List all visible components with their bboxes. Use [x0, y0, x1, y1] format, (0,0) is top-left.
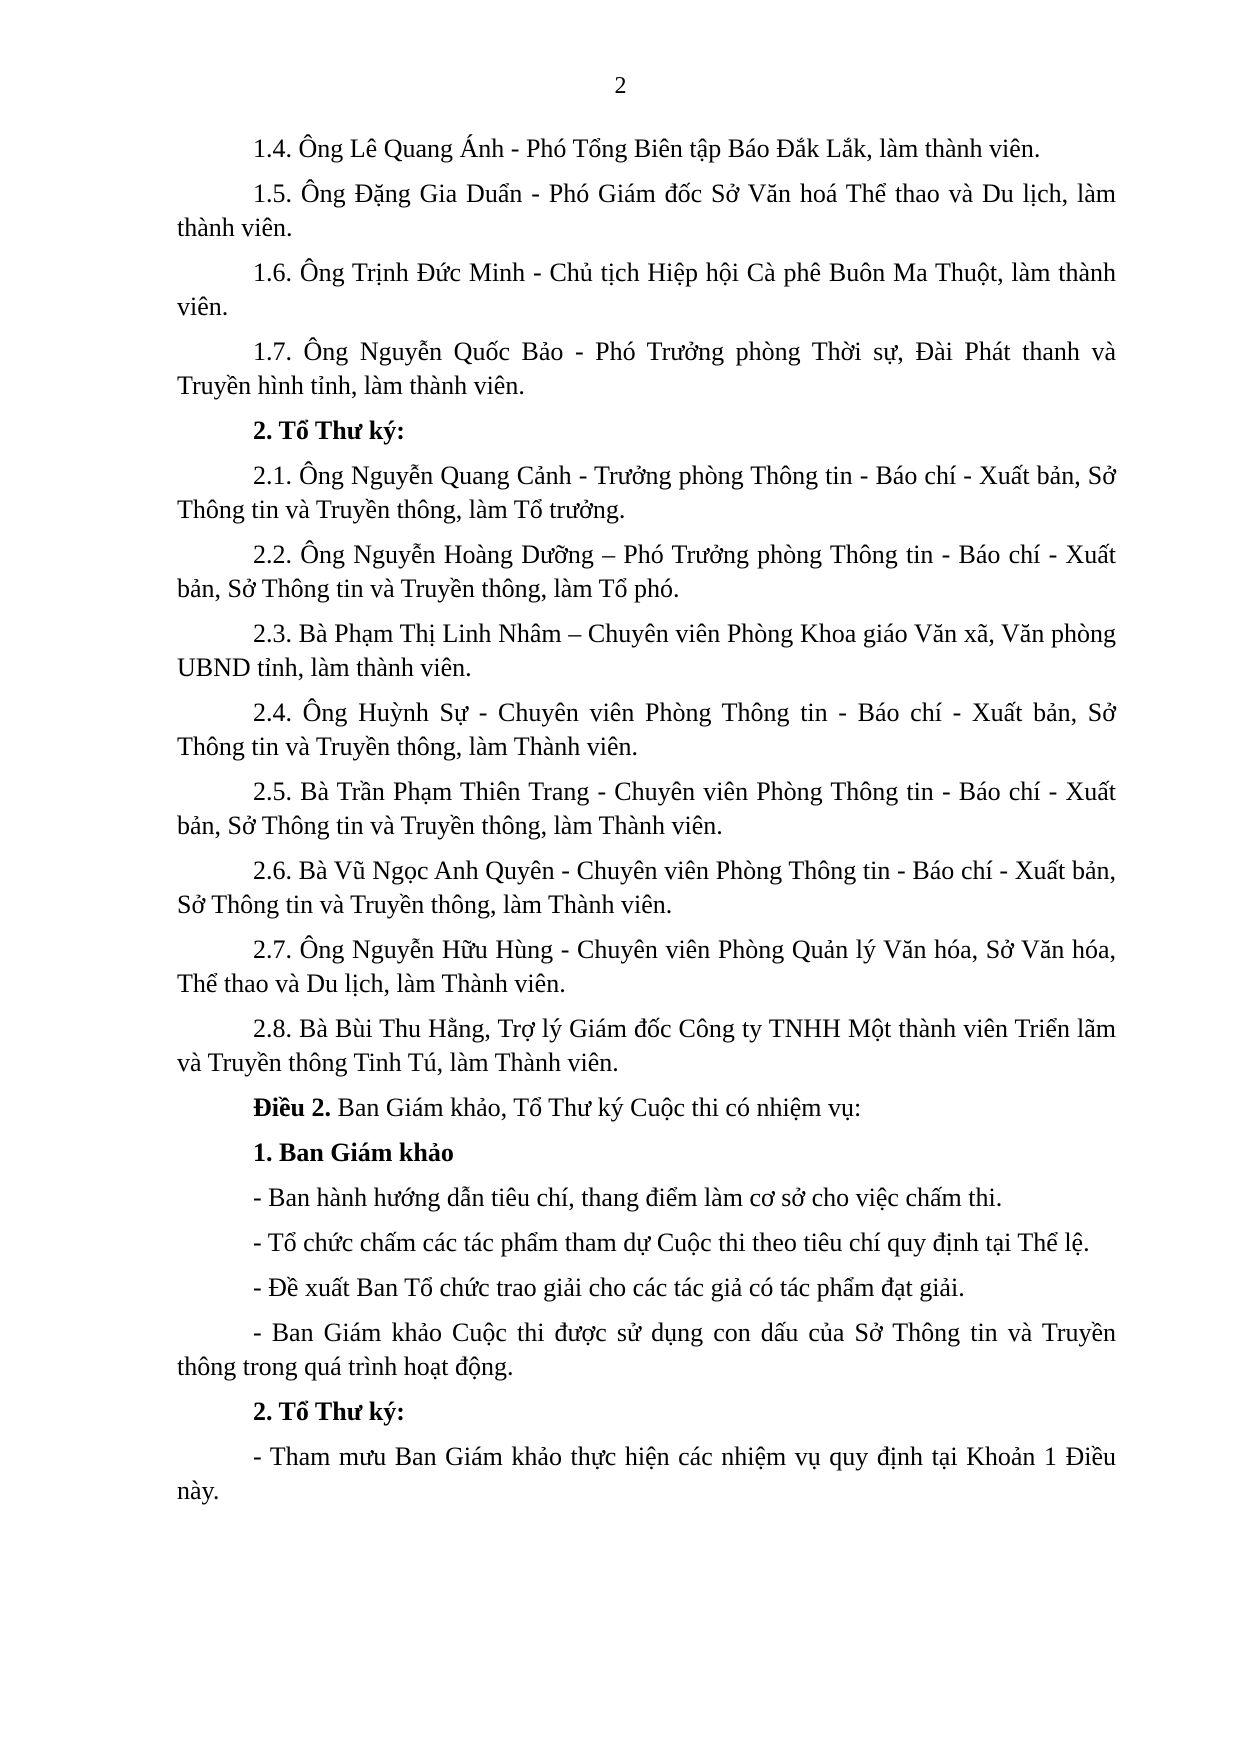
member-item-2-1: 2.1. Ông Nguyễn Quang Cảnh - Trưởng phòng Thông tin - Báo chí - Xuất bản, Sở Thông tin và Truyền thông, làm Tổ trưởng.: [177, 461, 1116, 524]
section-heading-secretariat: 2. Tổ Thư ký:: [253, 416, 405, 445]
member-item-1-7: 1.7. Ông Nguyễn Quốc Bảo - Phó Trưởng phòng Thời sự, Đài Phát thanh và Truyền hình tỉnh, làm thành viên.: [177, 337, 1116, 400]
section-heading-secretariat-duties: 2. Tổ Thư ký:: [253, 1397, 405, 1426]
member-item-2-5: 2.5. Bà Trần Phạm Thiên Trang - Chuyên viên Phòng Thông tin - Báo chí - Xuất bản, Sở Thông tin và Truyền thông, làm Thành viên.: [177, 777, 1116, 840]
member-item-2-4: 2.4. Ông Huỳnh Sự - Chuyên viên Phòng Thông tin - Báo chí - Xuất bản, Sở Thông tin và Truyền thông, làm Thành viên.: [177, 698, 1116, 761]
secretariat-duty-1: - Tham mưu Ban Giám khảo thực hiện các nhiệm vụ quy định tại Khoản 1 Điều này.: [177, 1442, 1116, 1505]
page-number: 2: [614, 73, 627, 99]
jury-duty-4: - Ban Giám khảo Cuộc thi được sử dụng con dấu của Sở Thông tin và Truyền thông trong quá trình hoạt động.: [177, 1318, 1116, 1381]
section-heading-jury: 1. Ban Giám khảo: [253, 1138, 454, 1167]
jury-duty-3: - Đề xuất Ban Tổ chức trao giải cho các tác giả có tác phẩm đạt giải.: [253, 1273, 965, 1302]
member-item-1-5: 1.5. Ông Đặng Gia Duẩn - Phó Giám đốc Sở Văn hoá Thể thao và Du lịch, làm thành viên.: [177, 179, 1116, 242]
document-body: [177, 132, 1116, 1519]
article-2-text: Ban Giám khảo, Tổ Thư ký Cuộc thi có nhiệm vụ:: [331, 1093, 862, 1122]
member-item-2-7: 2.7. Ông Nguyễn Hữu Hùng - Chuyên viên Phòng Quản lý Văn hóa, Sở Văn hóa, Thể thao và Du lịch, làm Thành viên.: [177, 935, 1116, 998]
member-item-1-6: 1.6. Ông Trịnh Đức Minh - Chủ tịch Hiệp hội Cà phê Buôn Ma Thuột, làm thành viên.: [177, 258, 1116, 321]
member-item-2-6: 2.6. Bà Vũ Ngọc Anh Quyên - Chuyên viên Phòng Thông tin - Báo chí - Xuất bản, Sở Thông tin và Truyền thông, làm Thành viên.: [177, 856, 1116, 919]
member-item-2-8: 2.8. Bà Bùi Thu Hằng, Trợ lý Giám đốc Công ty TNHH Một thành viên Triển lãm và Truyền thông Tinh Tú, làm Thành viên.: [177, 1014, 1116, 1077]
member-item-2-3: 2.3. Bà Phạm Thị Linh Nhâm – Chuyên viên Phòng Khoa giáo Văn xã, Văn phòng UBND tỉnh, làm thành viên.: [177, 619, 1116, 682]
jury-duty-2: - Tổ chức chấm các tác phẩm tham dự Cuộc thi theo tiêu chí quy định tại Thể lệ.: [253, 1228, 1090, 1257]
member-item-1-4: 1.4. Ông Lê Quang Ánh - Phó Tổng Biên tập Báo Đắk Lắk, làm thành viên.: [253, 134, 1041, 163]
member-item-2-2: 2.2. Ông Nguyễn Hoàng Dưỡng – Phó Trưởng phòng Thông tin - Báo chí - Xuất bản, Sở Thông tin và Truyền thông, làm Tổ phó.: [177, 540, 1116, 603]
jury-duty-1: - Ban hành hướng dẫn tiêu chí, thang điểm làm cơ sở cho việc chấm thi.: [253, 1183, 1003, 1212]
article-2: [177, 1091, 1116, 1125]
article-2-label: Điều 2.: [253, 1093, 331, 1122]
